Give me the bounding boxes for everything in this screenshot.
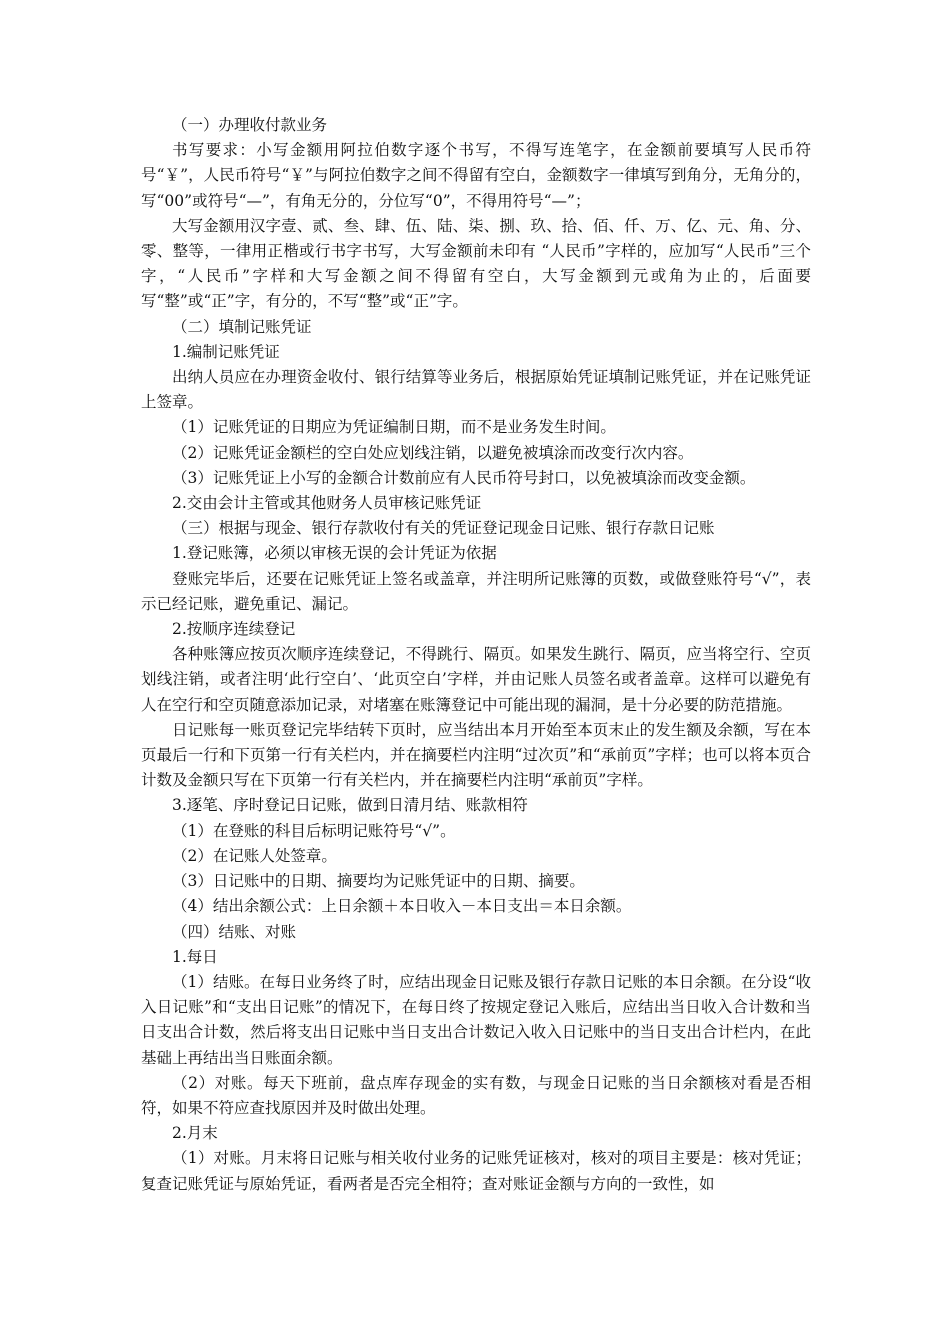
list-item: （3）日记账中的日期、摘要均为记账凭证中的日期、摘要。 — [172, 872, 585, 891]
list-item: （1）记账凭证的日期应为凭证编制日期，而不是业务发生时间。 — [172, 418, 616, 437]
paragraph-daily-closing: （1）结账。在每日业务终了时，应结出现金日记账及银行存款日记账的本日余额。在分设“收入日记账”和“支出日记账”的情况下，在每日终了按规定登记入账后，应结出当日收入合计数和当日支出合计数，然后将支出日记账中当日支出合计数记入收入日记账中的当日支出合计栏内，在此基础上再结出当日账面余额。 — [141, 972, 811, 1067]
subheading-daily: 1.每日 — [172, 947, 218, 966]
section-heading-4: （四）结账、对账 — [172, 922, 297, 941]
subheading-month-end: 2.月末 — [172, 1124, 218, 1143]
paragraph-writing-requirements: 书写要求：小写金额用阿拉伯数字逐个书写，不得写连笔字，在金额前要填写人民币符号“￥”，人民币符号“￥”与阿拉伯数字之间不得留有空白，金额数字一律填写到角分，无角分的，写“00”或符号“—”，有角无分的，分位写“0”，不得用符号“—”； — [141, 141, 811, 210]
section-heading-1: （一）办理收付款业务 — [172, 116, 328, 134]
subheading-review-voucher: 2.交由会计主管或其他财务人员审核记账凭证 — [172, 494, 482, 513]
list-item: （3）记账凭证上小写的金额合计数前应有人民币符号封口，以免被填涂而改变金额。 — [172, 468, 756, 487]
list-item: （2）记账凭证金额栏的空白处应划线注销，以避免被填涂而改变行次内容。 — [172, 443, 694, 462]
subheading-compile-voucher: 1.编制记账凭证 — [172, 342, 280, 361]
section-heading-3: （三）根据与现金、银行存款收付有关的凭证登记现金日记账、银行存款日记账 — [172, 519, 715, 538]
paragraph-month-end-reconcile: （1）对账。月末将日记账与相关收付业务的记账凭证核对，核对的项目主要是：核对凭证；复查记账凭证与原始凭证，看两者是否完全相符；查对账证金额与方向的一致性，如 — [141, 1149, 811, 1193]
list-item: （4）结出余额公式：上日余额＋本日收入－本日支出＝本日余额。 — [172, 897, 632, 916]
paragraph-after-posting: 登账完毕后，还要在记账凭证上签名或盖章，并注明所记账簿的页数，或做登账符号“√”，表示已经记账，避免重记、漏记。 — [141, 569, 811, 613]
paragraph-page-order: 各种账簿应按页次顺序连续登记，不得跳行、隔页。如果发生跳行、隔页，应当将空行、空页划线注销，或者注明‘此行空白’、‘此页空白’字样，并由记账人员签名或者盖章。这样可以避免有人在空行和空页随意添加记录，对堵塞在账簿登记中可能出现的漏洞，是十分必要的防范措施。 — [141, 645, 811, 714]
document-body — [141, 113, 811, 1197]
subheading-register-books: 1.登记账簿，必须以审核无误的会计凭证为依据 — [172, 544, 497, 563]
paragraph-cashier-voucher: 出纳人员应在办理资金收付、银行结算等业务后，根据原始凭证填制记账凭证，并在记账凭证上签章。 — [141, 368, 811, 412]
list-item: （2）在记账人处签章。 — [172, 846, 337, 865]
list-item: （1）在登账的科目后标明记账符号“√”。 — [172, 821, 456, 840]
section-heading-2: （二）填制记账凭证 — [172, 317, 312, 336]
paragraph-uppercase-amount: 大写金额用汉字壹、贰、叁、肆、伍、陆、柒、捌、玖、拾、佰、仟、万、亿、元、角、分、零、整等，一律用正楷或行书字书写，大写金额前未印有 “人民币”字样的，应加写“人民币”三个字，“人民币”字样和大写金额之间不得留有空白，大写金额到元或角为止的，后面要写“整”或“正”字，有分的，不写“整”或“正”字。 — [141, 216, 811, 311]
subheading-sequential-register: 2.按顺序连续登记 — [172, 620, 296, 639]
paragraph-daily-reconcile: （2）对账。每天下班前，盘点库存现金的实有数，与现金日记账的当日余额核对看是否相符，如果不符应查找原因并及时做出处理。 — [141, 1073, 811, 1117]
paragraph-carry-forward: 日记账每一账页登记完毕结转下页时，应当结出本月开始至本页末止的发生额及余额，写在本页最后一行和下页第一行有关栏内，并在摘要栏内注明“过次页”和“承前页”字样；也可以将本页合计数及金额只写在下页第一行有关栏内，并在摘要栏内注明“承前页”字样。 — [141, 720, 811, 790]
subheading-daily-journal: 3.逐笔、序时登记日记账，做到日清月结、账款相符 — [172, 796, 528, 815]
